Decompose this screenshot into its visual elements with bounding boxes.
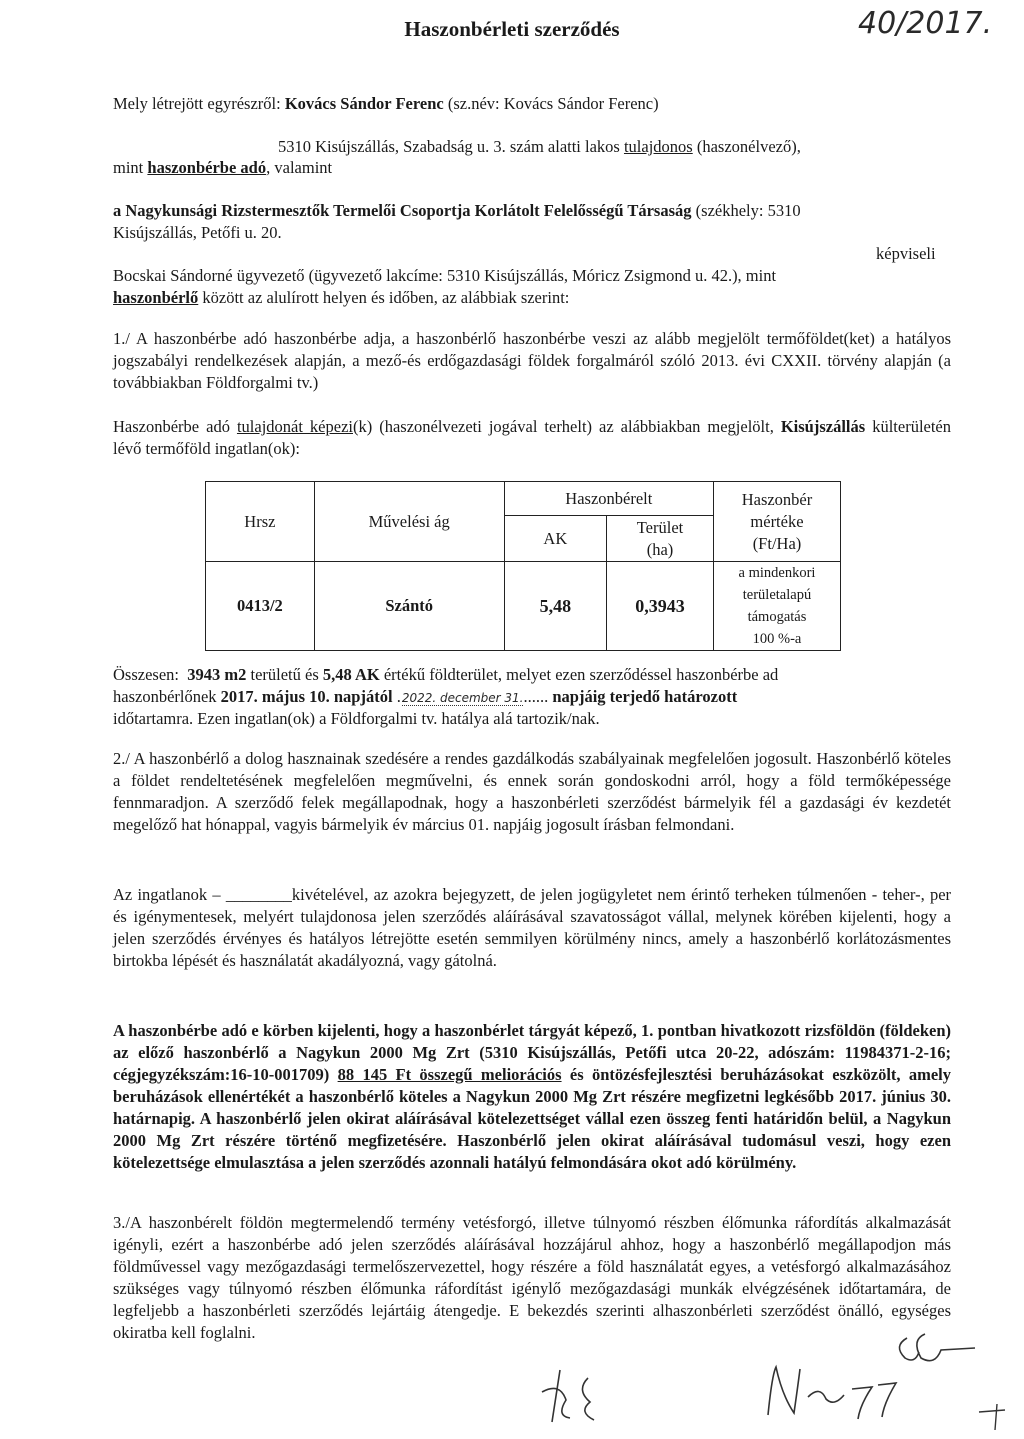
signature-lessor [530, 1360, 620, 1436]
signature-lessee [760, 1355, 910, 1431]
summary-line-3: időtartamra. Ezen ingatlan(ok) a Földforgalmi tv. hatálya alá tartozik/nak. [113, 709, 600, 728]
header-hrsz: Hrsz [206, 482, 315, 562]
lessee-seat: (székhely: 5310 [695, 201, 801, 220]
lease-table [205, 481, 841, 651]
lessee-name: Nagykunsági Rizstermesztők Termelői Csoportja Korlátolt Felelősségű Társaság [125, 201, 692, 220]
parties-intro: Mely létrejött egyrészről: Kovács Sándor Ferenc (sz.név: Kovács Sándor Ferenc) [113, 94, 659, 113]
lessor-role: haszonbérbe adó [147, 158, 267, 177]
corner-scribble [975, 1398, 1015, 1433]
cell-hrsz: 0413/2 [206, 562, 315, 651]
cell-terulet: 0,3943 [607, 562, 714, 651]
lessor-address-line: 5310 Kisújszállás, Szabadság u. 3. szám alatti lakos tulajdonos (haszonélvező), [278, 137, 801, 156]
melioration-amount: 88 145 Ft összegű meliorációs [337, 1065, 562, 1084]
document-title: Haszonbérleti szerződés [404, 17, 620, 41]
header-muvelesi-ag: Művelési ág [314, 482, 504, 562]
representative-line: Bocskai Sándorné ügyvezető (ügyvezető lakcíme: 5310 Kisújszállás, Móricz Zsigmond u. 42.), mint haszonbérlő között az alulírott helyen és időben, az alábbiak szerint: [113, 266, 777, 307]
signature-lessor-scribble [530, 1360, 620, 1430]
lessor-name: Kovács Sándor Ferenc [284, 94, 444, 113]
cell-ak: 5,48 [504, 562, 606, 651]
declaration-text: A haszonbérbe adó e körben kijelenti, hogy a haszonbérlet tárgyát képező, 1. pontban hivatkozott rizsföldön (földeken) az előző haszonbérlő a Nagykun 2000 Mg Zrt (5310 Kisújszállás, Petőfi utca 20-22, adószám: 11984371-2-16; cégjegyzékszám:16-10-001709) 88 145 Ft összegű meliorációs és öntözésfejlesztési beruházásokat eszközölt, amely beruházások ellenértékét a haszonbérlő köteles a Nagykun 2000 Mg Zrt részére megfizetni legkésőbb 2017. június 30. határnapig. A haszonbérlő jelen okirat aláírásával kötelezettséget vállal ezen összeg fenti határidőn belül, a Nagykun 2000 Mg Zrt részére történő megfizetésére. Haszonbérlő jelen okirat aláírásával tudomásul veszi, hogy ezen kötelezettsége elmulasztása a jelen szerződés azonnali hatályú felmondására okot adó körülmény. [113, 1021, 952, 1172]
represented-label: képviseli [876, 244, 936, 263]
header-ak: AK [504, 516, 606, 562]
encumbrance-blank: ________ [225, 885, 292, 904]
signature-lessee-scribble [760, 1355, 910, 1425]
header-haszonberelt: Haszonbérelt [504, 482, 713, 516]
lessor-owner: tulajdonos [623, 137, 693, 156]
table-row [206, 562, 841, 651]
handwritten-reference-number: 40/2017. [858, 6, 993, 41]
lessor-birthname: (sz.név: Kovács Sándor Ferenc) [447, 94, 659, 113]
lessor-usufruct: (haszonélvező), [696, 137, 801, 156]
section-1-text: 1./ A haszonbérbe adó haszonbérbe adja, a haszonbérlő haszonbérbe veszi az alább megjelölt termőföldet(ket) a hatályos jogszabályi rendelkezések alapján, a mező-és erdőgazdasági földek forgalmáról szóló 2013. évi CXXII. törvény alapján (a továbbiakban Földforgalmi tv.) [113, 329, 951, 392]
lessor-role-line: mint haszonbérbe adó, valamint [113, 158, 333, 177]
handwritten-end-date: 2022. december 31. [401, 691, 524, 705]
cell-muvelesi-ag: Szántó [314, 562, 504, 651]
corner-mark [975, 1398, 1015, 1439]
section-1-owner: Haszonbérbe adó tulajdonát képezi(k) (haszonélvezeti jogával terhelt) az alábbiakban megjelölt, Kisújszállás külterületén lévő termőföld ingatlan(ok): [113, 417, 952, 458]
section-3-text: 3./A haszonbérelt földön megtermelendő termény vetésforgó, illetve túlnyomó részben élőmunka ráfordítás alkalmazását igényli, ezért a haszonbérbe adó jelen szerződés aláírásával hozzájárul ahhoz, hogy a haszonbérlő megállapodjon más földművessel vagy mezőgazdasági termelőszervezettel, hogy részére a föld használatát egyes, a vetésforgó alkalmazásához szükséges vagy túlnyomó részben élőmunka ráfordítást igénylő mezőgazdasági munkák elvégzésének időtartamára, de legfeljebb a haszonbérleti szerződés lejártáig átengedje. E bekezdés szerinti alhaszonbérleti szerződést önálló, egységes okiratba kell foglalni. [113, 1213, 951, 1342]
header-haszonber: Haszonbér mértéke (Ft/Ha) [713, 482, 840, 562]
summary-line-2: haszonbérlőnek 2017. május 10. napjától .2022. december 31....... napjáig terjedő határozott [113, 687, 738, 706]
encumbrance-text: Az ingatlanok – ________kivételével, az azokra bejegyzett, de jelen jogügyletet nem érintő terheken túlmenően - teher-, per és igénymentesek, melyért tulajdonosa jelen szerződés aláírásával szavatosságot vállal, melynek körében kijelenti, hogy a jelen szerződés érvényes és hatályos létrejötte esetén semmilyen körülmény nincs, amely a haszonbérlő korlátozásmentes birtokba lépését és használatát akadályozná, vagy gátolná. [113, 885, 952, 970]
lessee-line: a Nagykunsági Rizstermesztők Termelői Csoportja Korlátolt Felelősségű Társaság (székhely: 5310 Kisújszállás, Petőfi u. 20. [113, 201, 801, 242]
cell-fee: a mindenkori területalapú támogatás 100 %-a [713, 562, 840, 651]
summary-line-1: Összesen: 3943 m2 területű és 5,48 AK értékű földterület, melyet ezen szerződéssel haszonbérbe ad [113, 665, 779, 684]
header-terulet: Terület (ha) [607, 516, 714, 562]
lessee-role: haszonbérlő [113, 288, 199, 307]
section-2-text: 2./ A haszonbérlő a dolog hasznainak szedésére a rendes gazdálkodás szabályainak megfelelően jogosult. Haszonbérlő köteles a földet rendeltetésének megfelelően megművelni, és ennek során gondoskodni arról, hogy a föld termőképessége fennmaradjon. A szerződő felek megállapodnak, hogy a haszonbérleti szerződést bármelyik fél a gazdasági év kezdetét megelőző hat hónappal, vagyis bármelyik év március 01. napjáig jogosult írásban felmondani. [113, 749, 951, 834]
